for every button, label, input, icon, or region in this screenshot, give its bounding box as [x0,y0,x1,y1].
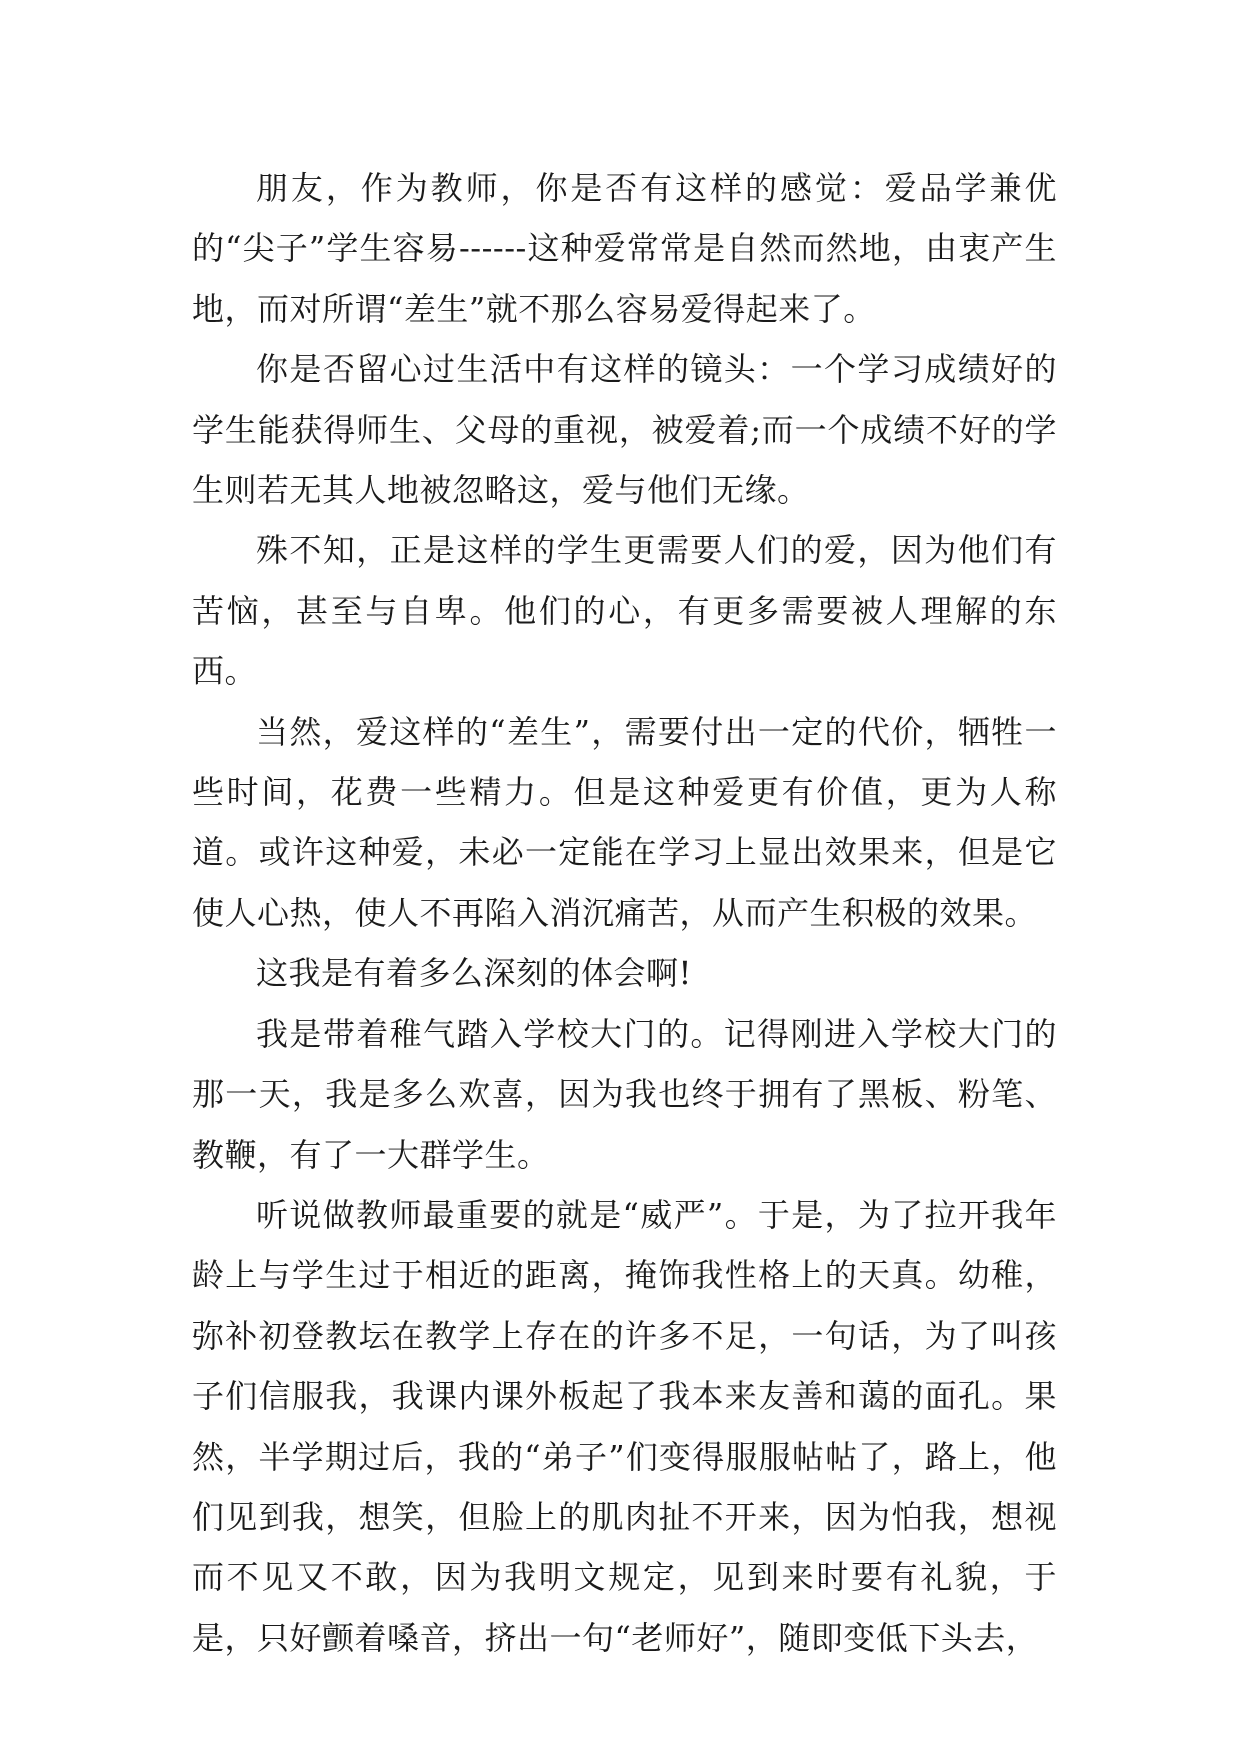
document-body [192,158,1057,1668]
paragraph: 听说做教师最重要的就是“威严”。于是，为了拉开我年龄上与学生过于相近的距离，掩饰我性格上的天真。幼稚，弥补初登教坛在教学上存在的许多不足，一句话，为了叫孩子们信服我，我课内课外板起了我本来友善和蔼的面孔。果然，半学期过后，我的“弟子”们变得服服帖帖了，路上，他们见到我，想笑，但脸上的肌肉扯不开来，因为怕我，想视而不见又不敢，因为我明文规定，见到来时要有礼貌，于是，只好颤着嗓音，挤出一句“老师好”，随即变低下头去， [192,1195,1057,1657]
paragraph: 我是带着稚气踏入学校大门的。记得刚进入学校大门的那一天，我是多么欢喜，因为我也终于拥有了黑板、粉笔、教鞭，有了一大群学生。 [192,1014,1057,1174]
paragraph: 当然，爱这样的“差生”，需要付出一定的代价，牺牲一些时间，花费一些精力。但是这种爱更有价值，更为人称道。或许这种爱，未必一定能在学习上显出效果来，但是它使人心热，使人不再陷入消沉痛苦，从而产生积极的效果。 [192,712,1057,932]
paragraph: 殊不知，正是这样的学生更需要人们的爱，因为他们有苦恼，甚至与自卑。他们的心，有更多需要被人理解的东西。 [192,531,1057,691]
paragraph: 你是否留心过生活中有这样的镜头：一个学习成绩好的学生能获得师生、父母的重视，被爱着;而一个成绩不好的学生则若无其人地被忽略这，爱与他们无缘。 [192,350,1057,510]
paragraph: 朋友，作为教师，你是否有这样的感觉：爱品学兼优的“尖子”学生容易------这种爱常常是自然而然地，由衷产生地，而对所谓“差生”就不那么容易爱得起来了。 [192,169,1057,328]
paragraph: 这我是有着多么深刻的体会啊! [256,954,692,993]
